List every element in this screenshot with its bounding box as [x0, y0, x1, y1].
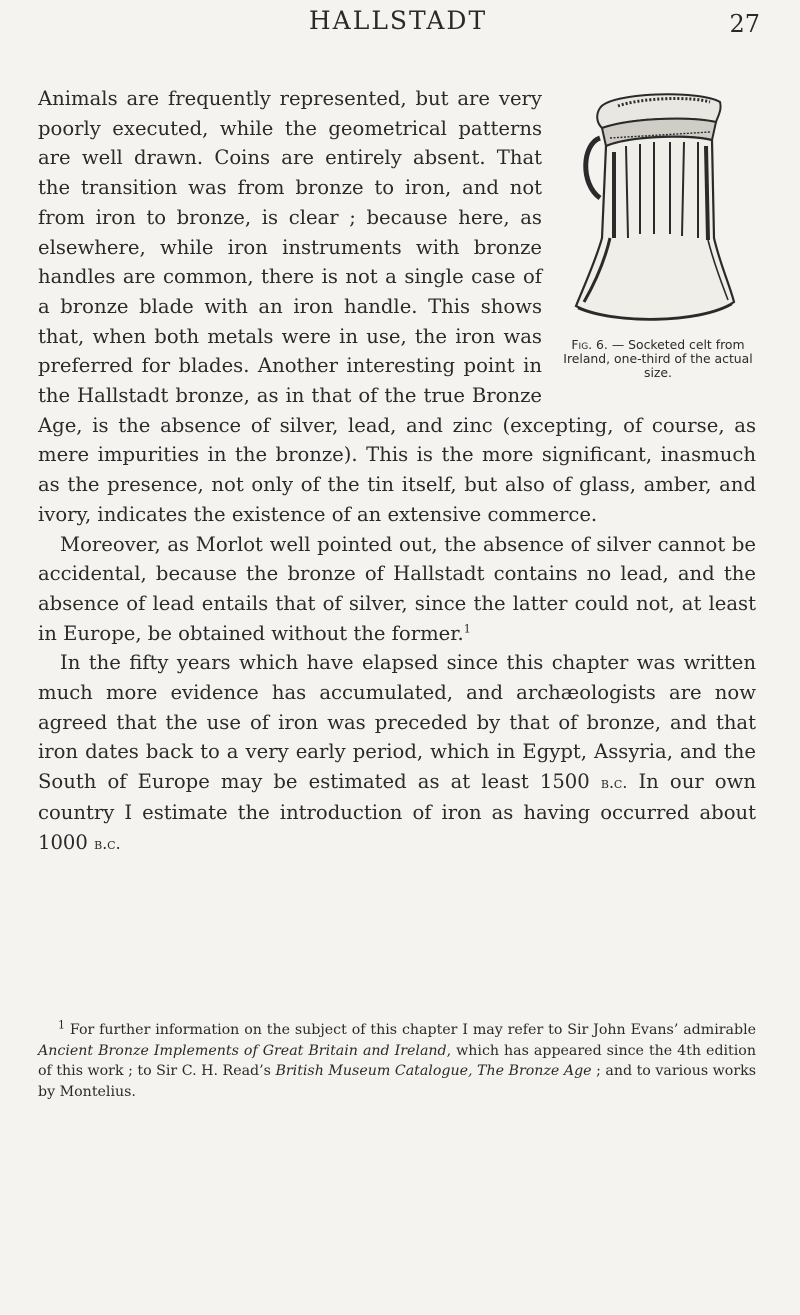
paragraph-3 [38, 648, 756, 858]
figure-caption-text: — Socketed celt from Ireland, one-third of the actual size. [563, 337, 753, 380]
body-text [38, 84, 756, 858]
footnote-1 [38, 1020, 756, 1102]
figure-caption [556, 338, 756, 380]
footnote-text-a: For further information on the subject of this chapter I may refer to Sir John Evans’ admirable [69, 1022, 756, 1038]
socketed-celt-illustration [570, 88, 738, 324]
page-header [36, 6, 760, 56]
footnote-title-2: British Museum Catalogue, The Bronze Age [275, 1063, 592, 1079]
page-number: 27 [729, 10, 760, 38]
footnote-text-c: ; and to various works by Montelius. [38, 1063, 756, 1100]
footnote-reference: 1 [463, 622, 471, 636]
paragraph-1: Animals are frequently represented, but are very poorly executed, while the geometrical patterns are well drawn. Coins are entirely absent. That the transition was from bronze to iron, and not from iron to bronze, is clear ; because here, as elsewhere, while iron instruments with bronze handles are common, there is not a single case of a bronze blade with an iron handle. This shows that, when both metals were in use, the iron was preferred for blades. Another interesting point in the Hallstadt bronze, as in that of the true Bronze Age, is the absence of silver, lead, and zinc (excepting, of course, as mere impurities in the bronze). This is the more significant, inasmuch as the presence, not only of the tin itself, but also of glass, amber, and ivory, indicates the existence of an extensive commerce. [38, 87, 756, 526]
paragraph-2 [38, 530, 756, 649]
figure-label: Fig. 6. [571, 337, 608, 352]
paragraph-2-text: Moreover, as Morlot well pointed out, the absence of silver cannot be accidental, because the bronze of Hallstadt contains no lead, and the absence of lead entails that of silver, since the latter could not, at least in Europe, be obtained without the former. [38, 532, 756, 645]
paragraph-3-text-b: In our own country I estimate the introduction of iron as having occurred about 1000 [38, 770, 756, 854]
footnote-mark: 1 [58, 1018, 65, 1032]
footnote-text-b: , which has appeared since the 4th edition of this work ; to Sir C. H. Read’s [38, 1042, 756, 1079]
footnote-title-1: Ancient Bronze Implements of Great Britain and Ireland [38, 1042, 447, 1059]
era-label-1: b.c. [600, 773, 628, 793]
paragraph-3-text: In the fifty years which have elapsed since this chapter was written much more evidence has accumulated, and archæologists are now agreed that the use of iron was preceded by that of bronze, and that iron dates back to a very early period, which in Egypt, Assyria, and the South of Europe may be estimated as at least 1500 [38, 651, 756, 794]
era-label-2: b.c. [94, 833, 121, 853]
footnotes [38, 1020, 756, 1102]
running-head: HALLSTADT [308, 6, 488, 35]
figure-socketed-celt [556, 88, 756, 380]
